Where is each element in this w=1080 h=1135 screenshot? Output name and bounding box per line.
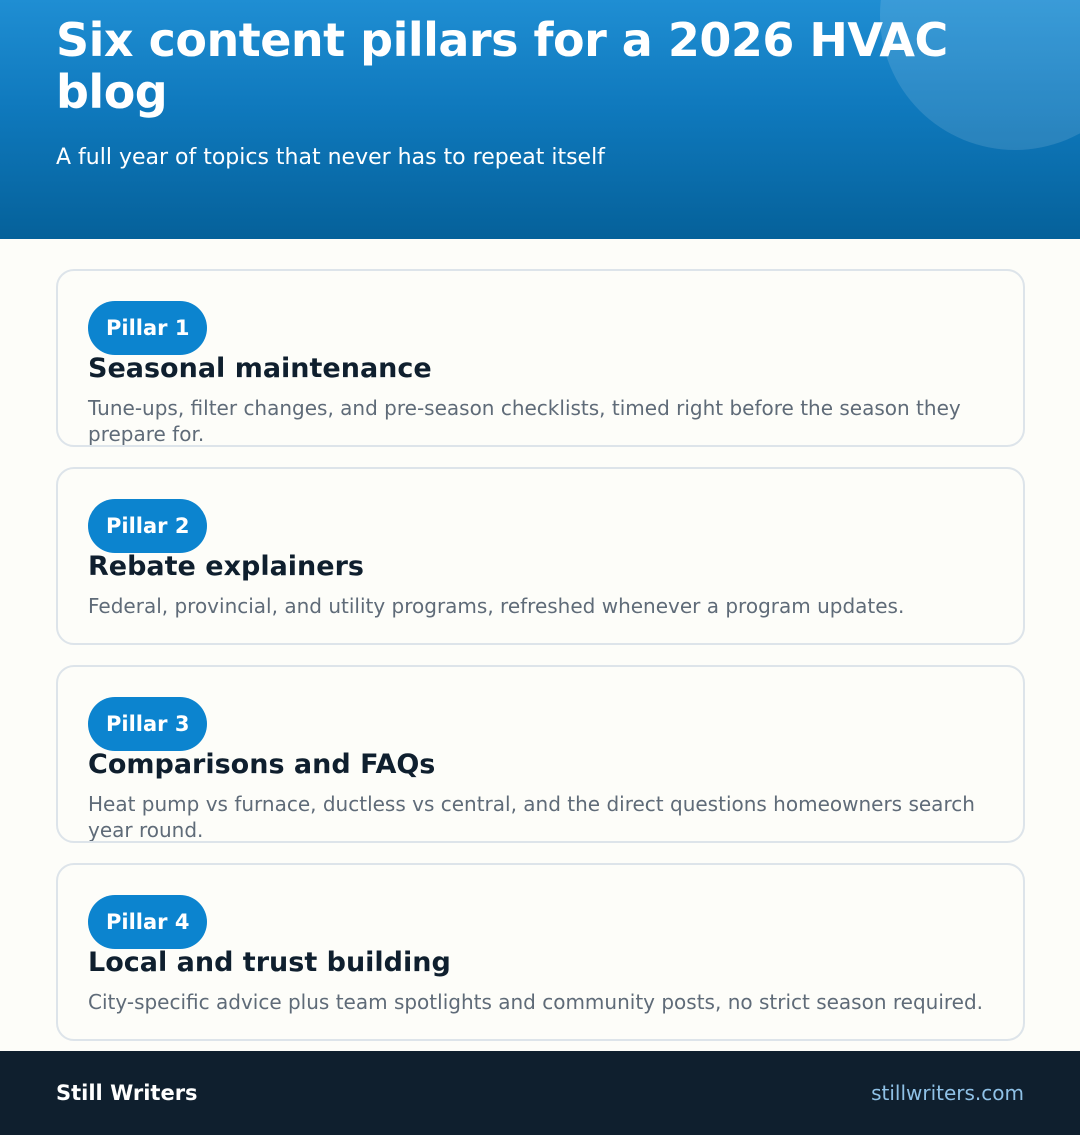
- pillar-card-3: [56, 665, 1025, 843]
- footer-bar: [0, 1051, 1080, 1135]
- header-banner: [0, 0, 1080, 239]
- pillar-description: Heat pump vs furnace, ductless vs central, and the direct questions homeowners search year round.: [88, 792, 975, 842]
- pillar-title: Seasonal maintenance: [88, 353, 432, 384]
- pillar-badge: Pillar 2: [88, 499, 207, 553]
- page-subtitle: A full year of topics that never has to repeat itself: [56, 145, 605, 170]
- pillar-card-4: [56, 863, 1025, 1041]
- pillar-badge: Pillar 1: [88, 301, 207, 355]
- pillar-title: Rebate explainers: [88, 551, 364, 582]
- pillar-description: Federal, provincial, and utility programs, refreshed whenever a program updates.: [88, 594, 905, 618]
- pillar-description: Tune-ups, filter changes, and pre-season checklists, timed right before the season they prepare for.: [88, 396, 961, 446]
- pillar-badge: Pillar 4: [88, 895, 207, 949]
- footer-site-link[interactable]: stillwriters.com: [871, 1081, 1024, 1105]
- pillar-title: Local and trust building: [88, 947, 451, 978]
- pillar-badge: Pillar 3: [88, 697, 207, 751]
- page-title: Six content pillars for a 2026 HVAC blog: [56, 13, 948, 119]
- pillar-title: Comparisons and FAQs: [88, 749, 436, 780]
- pillar-description: City-specific advice plus team spotlights and community posts, no strict season required.: [88, 990, 984, 1014]
- pillar-card-1: [56, 269, 1025, 447]
- footer-brand: Still Writers: [56, 1081, 198, 1105]
- pillar-card-2: [56, 467, 1025, 645]
